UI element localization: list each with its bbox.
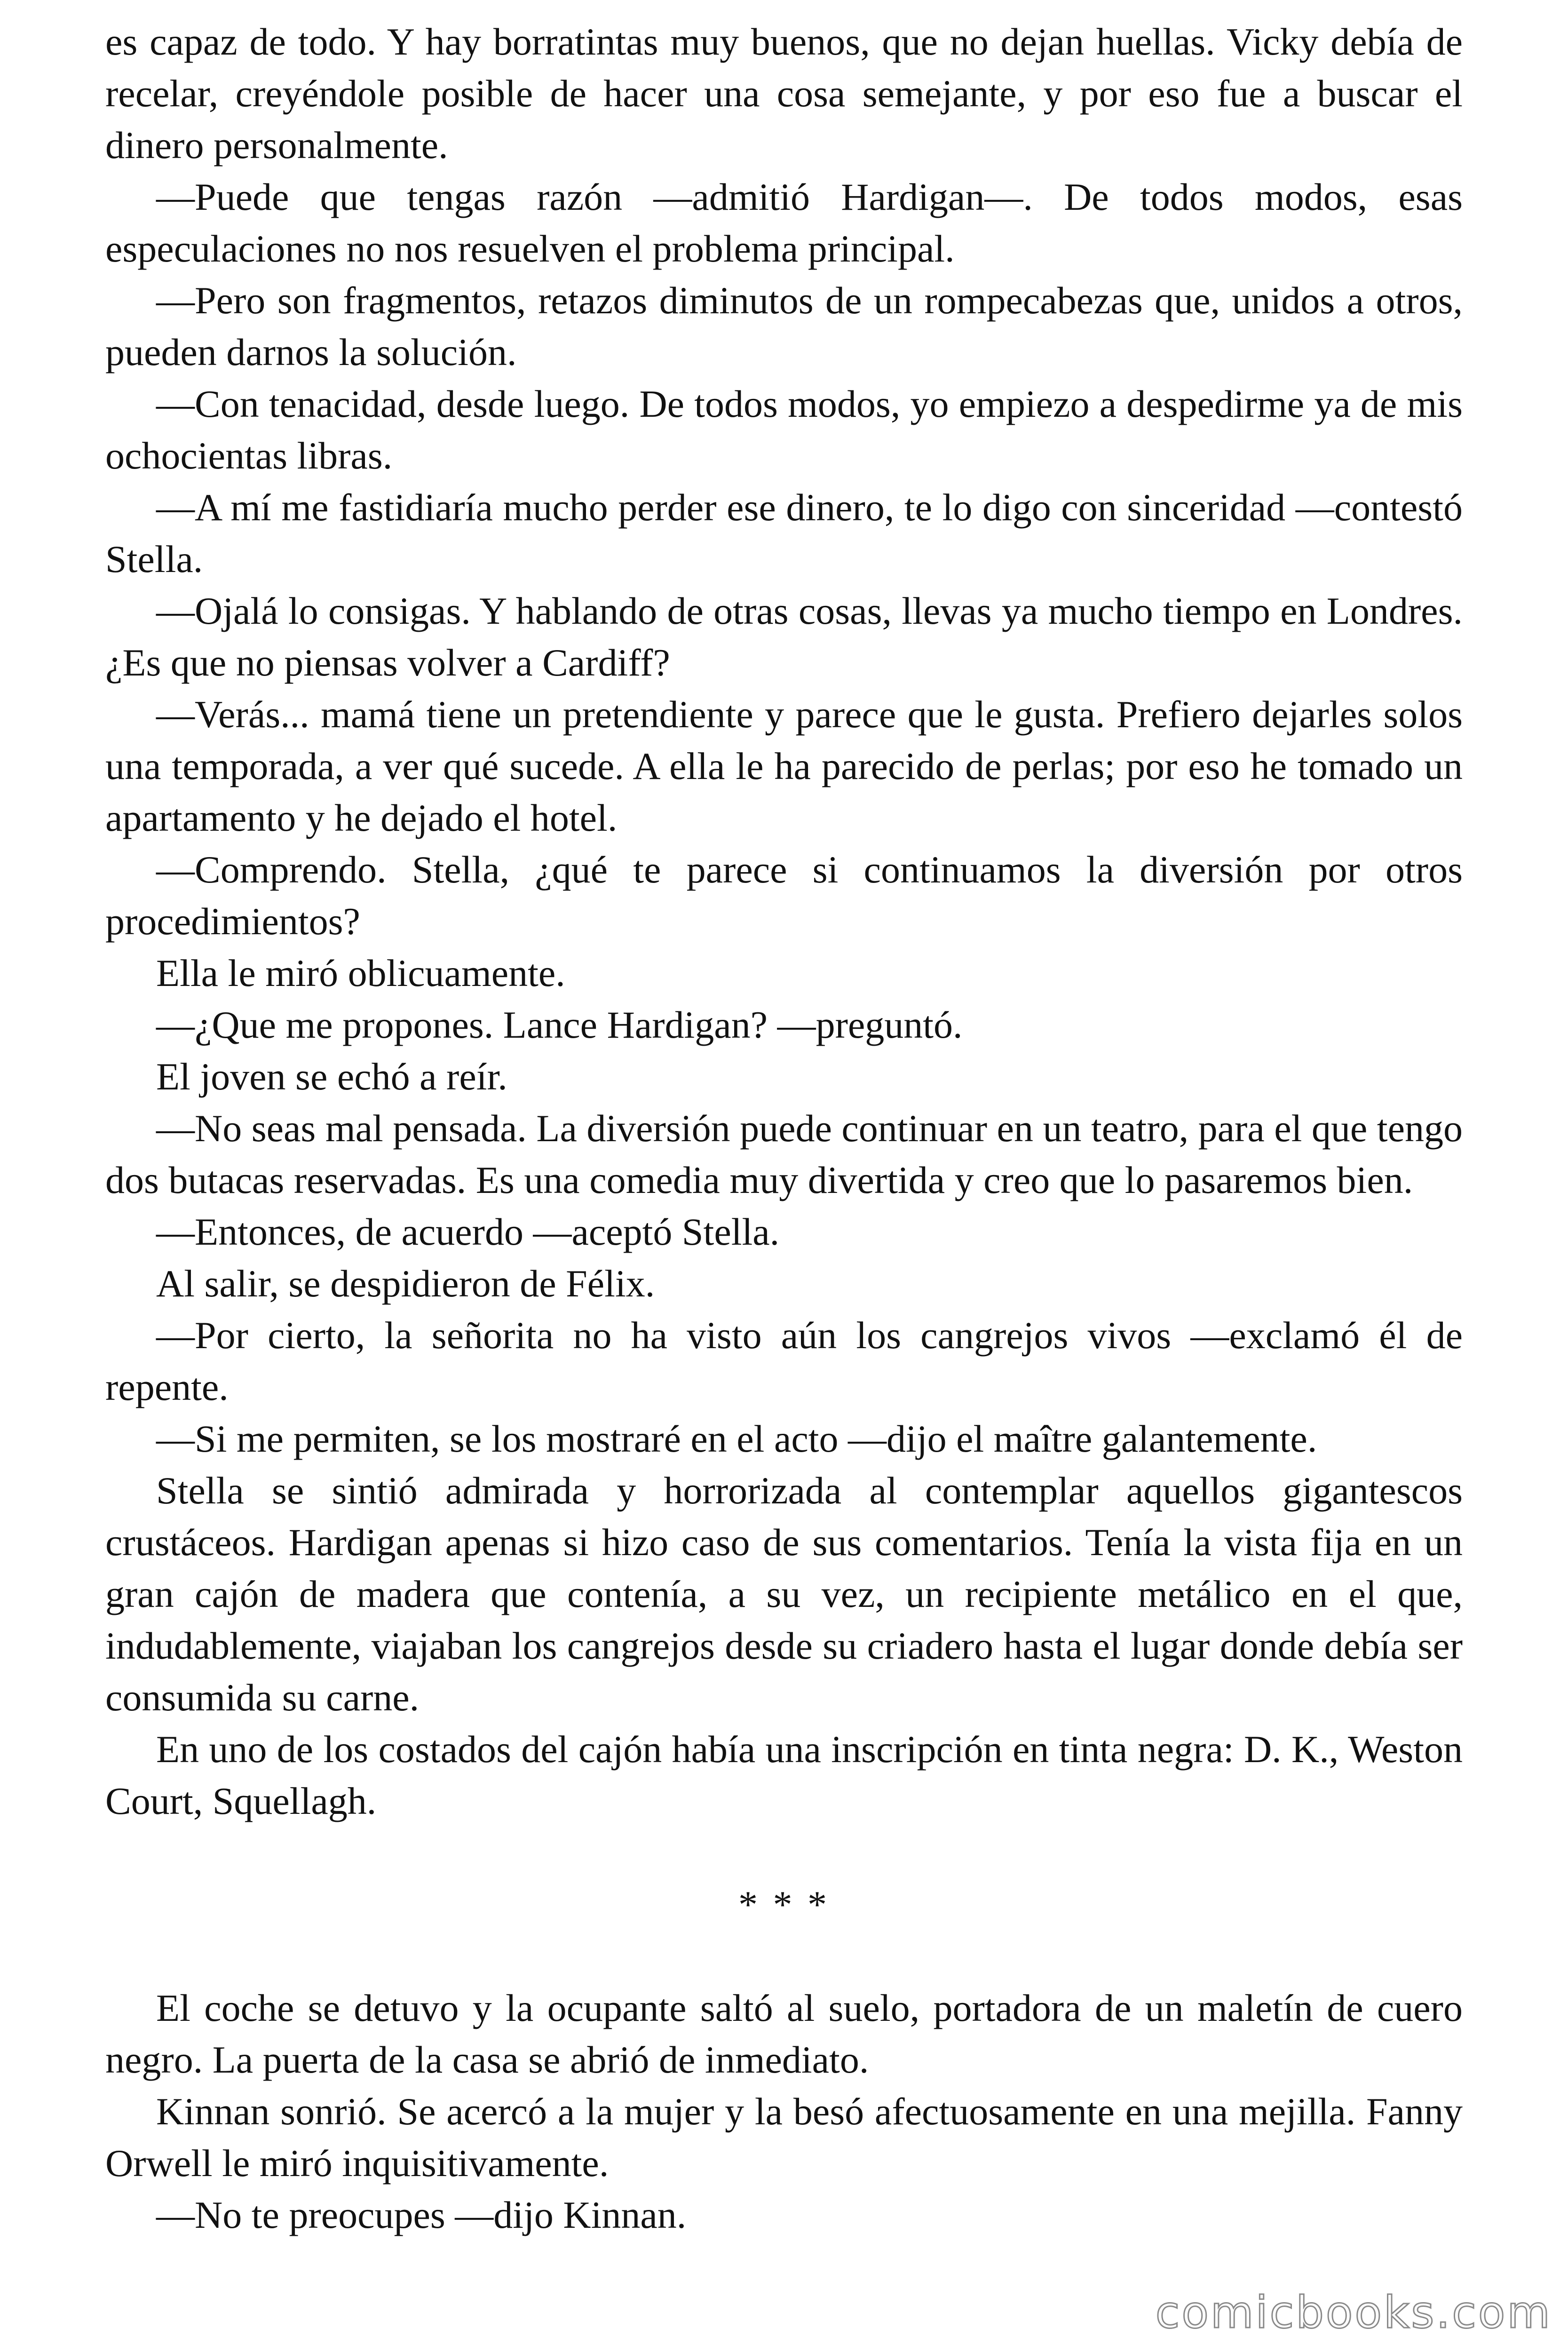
paragraph: —Con tenacidad, desde luego. De todos modos, yo empiezo a despedirme ya de mis ochocientas libras. — [105, 382, 1463, 477]
paragraph: es capaz de todo. Y hay borratintas muy buenos, que no dejan huellas. Vicky debía de recelar, creyéndole posible de hacer una cosa semejante, y por eso fue a buscar el dinero personalmente. — [105, 20, 1463, 167]
paragraph: —Si me permiten, se los mostraré en el acto —dijo el maître galantemente. — [156, 1417, 1317, 1460]
paragraph: Ella le miró oblicuamente. — [156, 952, 565, 994]
paragraph: Stella se sintió admirada y horrorizada al contemplar aquellos gigantescos crustáceos. Hardigan apenas si hizo caso de sus comentarios. Tenía la vista fija en un gran cajón de madera que contenía, a su vez, un recipiente metálico en el que, indudablemente, viajaban los cangrejos desde su criadero hasta el lugar donde debía ser consumida su carne. — [105, 1469, 1463, 1719]
paragraph: —Puede que tengas razón —admitió Hardigan—. De todos modos, esas especulaciones no nos resuelven el problema principal. — [105, 175, 1463, 270]
paragraph: —Verás... mamá tiene un pretendiente y parece que le gusta. Prefiero dejarles solos una temporada, a ver qué sucede. A ella le ha parecido de perlas; por eso he tomado un apartamento y he dejado el hotel. — [105, 693, 1463, 839]
paragraph: —No seas mal pensada. La diversión puede continuar en un teatro, para el que tengo dos butacas reservadas. Es una comedia muy divertida y creo que lo pasaremos bien. — [105, 1107, 1463, 1201]
paragraph: Kinnan sonrió. Se acercó a la mujer y la besó afectuosamente en una mejilla. Fanny Orwell le miró inquisitivamente. — [105, 2090, 1463, 2185]
book-page — [105, 16, 1463, 2241]
paragraph: —¿Que me propones. Lance Hardigan? —preguntó. — [156, 1003, 963, 1046]
paragraph: —A mí me fastidiaría mucho perder ese dinero, te lo digo con sinceridad —contestó Stella. — [105, 486, 1463, 580]
text-block-before-break — [105, 16, 1463, 1827]
watermark: comicbooks.com — [1155, 2287, 1552, 2338]
text-block-after-break — [105, 1982, 1463, 2241]
paragraph: —No te preocupes —dijo Kinnan. — [156, 2193, 687, 2236]
paragraph: El coche se detuvo y la ocupante saltó al suelo, portadora de un maletín de cuero negro. La puerta de la casa se abrió de inmediato. — [105, 1986, 1463, 2081]
scene-break: * * * — [738, 1883, 830, 1926]
paragraph: —Ojalá lo consigas. Y hablando de otras cosas, llevas ya mucho tiempo en Londres. ¿Es que no piensas volver a Cardiff? — [105, 589, 1463, 684]
paragraph: En uno de los costados del cajón había una inscripción en tinta negra: D. K., Weston Court, Squellagh. — [105, 1728, 1463, 1822]
paragraph: —Pero son fragmentos, retazos diminutos de un rompecabezas que, unidos a otros, pueden darnos la solución. — [105, 279, 1463, 373]
paragraph: —Entonces, de acuerdo —aceptó Stella. — [156, 1210, 780, 1253]
paragraph: —Por cierto, la señorita no ha visto aún los cangrejos vivos —exclamó él de repente. — [105, 1314, 1463, 1408]
paragraph: Al salir, se despidieron de Félix. — [156, 1262, 655, 1305]
paragraph: —Comprendo. Stella, ¿qué te parece si continuamos la diversión por otros procedimientos? — [105, 848, 1463, 943]
paragraph: El joven se echó a reír. — [156, 1055, 507, 1098]
